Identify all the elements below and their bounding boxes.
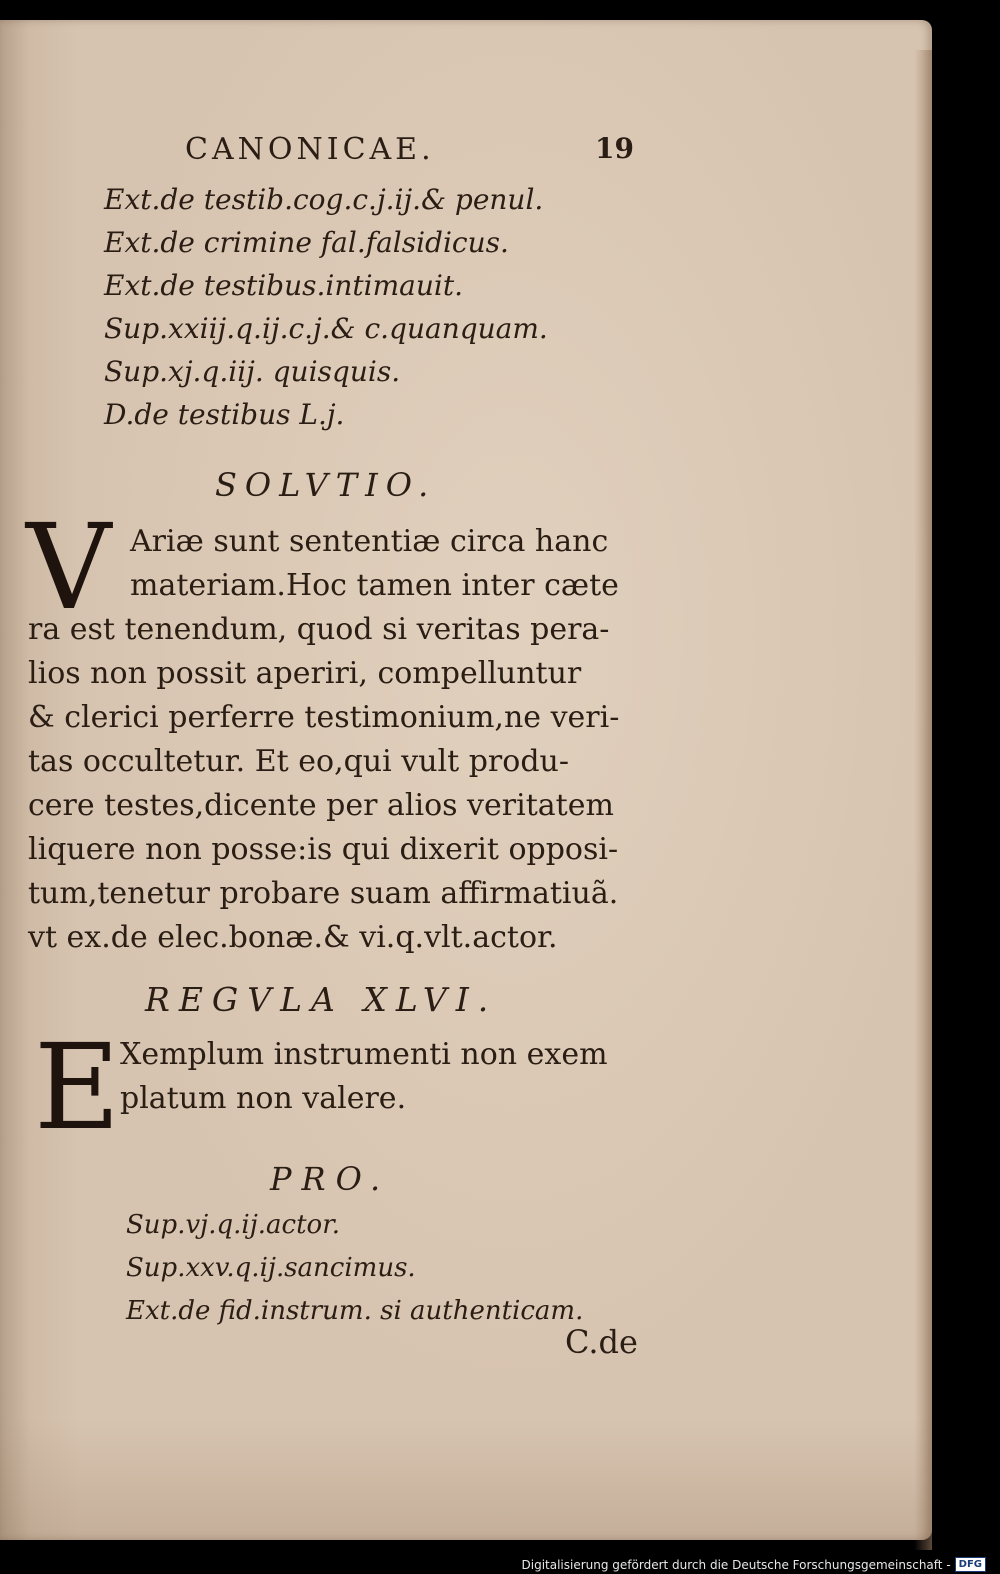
text-line: tum,tenetur probare suam affirmatiuã. [28, 876, 619, 911]
text-line: tas occultetur. Et eo,qui vult produ- [28, 744, 569, 779]
text-line: Xemplum instrumenti non exem [120, 1037, 608, 1072]
text-line: Ariæ sunt sententiæ circa hanc [130, 524, 609, 559]
digitization-credit [522, 1557, 987, 1572]
solutio-paragraph [28, 520, 638, 960]
text-line: & clerici perferre testimonium,ne veri- [28, 700, 620, 735]
dropcap-e: E [34, 1018, 121, 1156]
regula-heading: REGVLA XLVI. [145, 980, 498, 1019]
citation-line: Ext.de testibus.intimauit. [104, 269, 463, 302]
text-line: platum non valere. [120, 1081, 407, 1116]
text-line: lios non possit aperiri, compelluntur [28, 656, 582, 691]
text-line: materiam.Hoc tamen inter cæte [130, 568, 619, 603]
page-number: 19 [595, 132, 634, 165]
citation-line: Ext.de crimine fal.falsidicus. [104, 226, 509, 259]
dfg-logo-icon: DFG [955, 1557, 986, 1572]
citation-line: Ext.de testib.cog.c.j.ij.& penul. [104, 183, 544, 216]
citation-line: Ext.de fid.instrum. si authenticam. [126, 1296, 584, 1326]
pro-heading: PRO. [270, 1160, 391, 1198]
citation-line: Sup.xxiij.q.ij.c.j.& c.quanquam. [104, 312, 548, 345]
book-page [0, 20, 932, 1540]
text-line: ra est tenendum, quod si veritas pera- [28, 612, 610, 647]
solutio-heading: SOLVTIO. [215, 466, 437, 504]
page-edge-shadow [914, 50, 932, 1550]
running-head: CANONICAE. [185, 132, 435, 167]
text-line: cere testes,dicente per alios veritatem [28, 788, 614, 823]
citation-list-top [104, 178, 548, 436]
text-line: vt ex.de elec.bonæ.& vi.q.vlt.actor. [28, 920, 558, 955]
citation-line: Sup.xxv.q.ij.sancimus. [126, 1253, 416, 1283]
credit-text: Digitalisierung gefördert durch die Deutsche Forschungsgemeinschaft - [521, 1557, 951, 1572]
catchword: C.de [565, 1323, 638, 1361]
text-line: liquere non posse:is qui dixerit opposi- [28, 832, 619, 867]
citation-line: Sup.vj.q.ij.actor. [126, 1210, 341, 1240]
citation-line: D.de testibus L.j. [104, 398, 345, 431]
regula-paragraph [120, 1033, 640, 1121]
citation-list-pro [126, 1204, 583, 1333]
dropcap-v: V [26, 498, 112, 636]
citation-line: Sup.xj.q.iij. quisquis. [104, 355, 401, 388]
